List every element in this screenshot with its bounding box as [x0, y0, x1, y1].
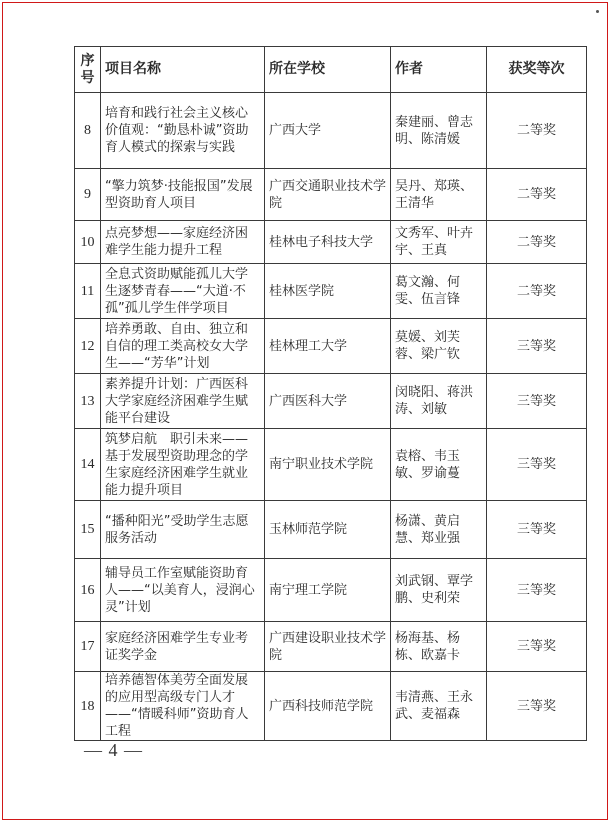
cell-no: 9 — [75, 169, 101, 221]
table-row — [75, 319, 587, 374]
cell-authors: 文秀军、叶卉宇、王真 — [391, 221, 487, 264]
cell-project: 培养德智体美劳全面发展的应用型高级专门人才——“情暖科师”资助育人工程 — [101, 672, 265, 741]
table-row — [75, 93, 587, 169]
cell-school: 广西大学 — [265, 93, 391, 169]
cell-award: 二等奖 — [487, 93, 587, 169]
cell-authors: 袁榕、韦玉敏、罗谕蔓 — [391, 429, 487, 501]
header-row — [75, 47, 587, 93]
cell-project: 家庭经济困难学生专业考证奖学金 — [101, 622, 265, 672]
table-row — [75, 264, 587, 319]
table-row — [75, 429, 587, 501]
table-row — [75, 501, 587, 559]
table-row — [75, 622, 587, 672]
cell-no: 14 — [75, 429, 101, 501]
table-row — [75, 374, 587, 429]
cell-award: 三等奖 — [487, 622, 587, 672]
cell-project: “播种阳光”受助学生志愿服务活动 — [101, 501, 265, 559]
cell-project: 素养提升计划：广西医科大学家庭经济困难学生赋能平台建设 — [101, 374, 265, 429]
header-no: 序号 — [75, 47, 101, 93]
cell-school: 桂林电子科技大学 — [265, 221, 391, 264]
cell-authors: 莫媛、刘芙蓉、梁广钦 — [391, 319, 487, 374]
cell-project: 培养勇敢、自由、独立和自信的理工类高校女大学生——“芳华”计划 — [101, 319, 265, 374]
table-row — [75, 169, 587, 221]
cell-award: 三等奖 — [487, 559, 587, 622]
cell-no: 8 — [75, 93, 101, 169]
header-school: 所在学校 — [265, 47, 391, 93]
cell-authors: 杨海基、杨栋、欧嘉卡 — [391, 622, 487, 672]
cell-school: 广西科技师范学院 — [265, 672, 391, 741]
corner-mark — [596, 10, 599, 13]
table-row — [75, 221, 587, 264]
cell-no: 17 — [75, 622, 101, 672]
cell-no: 15 — [75, 501, 101, 559]
cell-award: 二等奖 — [487, 221, 587, 264]
cell-award: 三等奖 — [487, 319, 587, 374]
cell-award: 三等奖 — [487, 374, 587, 429]
cell-project: 筑梦启航 职引未来——基于发展型资助理念的学生家庭经济困难学生就业能力提升项目 — [101, 429, 265, 501]
cell-school: 南宁理工学院 — [265, 559, 391, 622]
cell-no: 10 — [75, 221, 101, 264]
cell-school: 桂林医学院 — [265, 264, 391, 319]
cell-project: 全息式资助赋能孤儿大学生逐梦青春——“大道·不孤”孤儿学生伴学项目 — [101, 264, 265, 319]
cell-no: 16 — [75, 559, 101, 622]
cell-school: 广西建设职业技术学院 — [265, 622, 391, 672]
awards-table — [74, 46, 587, 741]
cell-award: 三等奖 — [487, 429, 587, 501]
table-row — [75, 672, 587, 741]
cell-authors: 杨潇、黄启慧、郑业强 — [391, 501, 487, 559]
cell-project: 辅导员工作室赋能资助育人——“以美育人，浸润心灵”计划 — [101, 559, 265, 622]
cell-project: 培育和践行社会主义核心价值观：“勤恳朴诚”资助育人模式的探索与实践 — [101, 93, 265, 169]
cell-school: 南宁职业技术学院 — [265, 429, 391, 501]
page-number: — 4 — — [84, 740, 143, 760]
cell-school: 桂林理工大学 — [265, 319, 391, 374]
cell-project: “擎力筑梦·技能报国”发展型资助育人项目 — [101, 169, 265, 221]
cell-school: 玉林师范学院 — [265, 501, 391, 559]
header-authors: 作者 — [391, 47, 487, 93]
cell-no: 18 — [75, 672, 101, 741]
cell-authors: 刘武钢、覃学鹏、史利荣 — [391, 559, 487, 622]
cell-authors: 韦清燕、王永武、麦福森 — [391, 672, 487, 741]
cell-school: 广西医科大学 — [265, 374, 391, 429]
cell-no: 12 — [75, 319, 101, 374]
cell-award: 三等奖 — [487, 501, 587, 559]
cell-award: 三等奖 — [487, 672, 587, 741]
cell-authors: 葛文瀚、何雯、伍言锋 — [391, 264, 487, 319]
cell-authors: 秦建丽、曾志明、陈清媛 — [391, 93, 487, 169]
table-row — [75, 559, 587, 622]
cell-no: 11 — [75, 264, 101, 319]
cell-school: 广西交通职业技术学院 — [265, 169, 391, 221]
cell-award: 二等奖 — [487, 264, 587, 319]
cell-authors: 闵晓阳、蒋洪涛、刘敏 — [391, 374, 487, 429]
cell-project: 点亮梦想——家庭经济困难学生能力提升工程 — [101, 221, 265, 264]
cell-no: 13 — [75, 374, 101, 429]
header-award: 获奖等次 — [487, 47, 587, 93]
cell-award: 二等奖 — [487, 169, 587, 221]
header-project: 项目名称 — [101, 47, 265, 93]
cell-authors: 吴丹、郑瑛、王清华 — [391, 169, 487, 221]
